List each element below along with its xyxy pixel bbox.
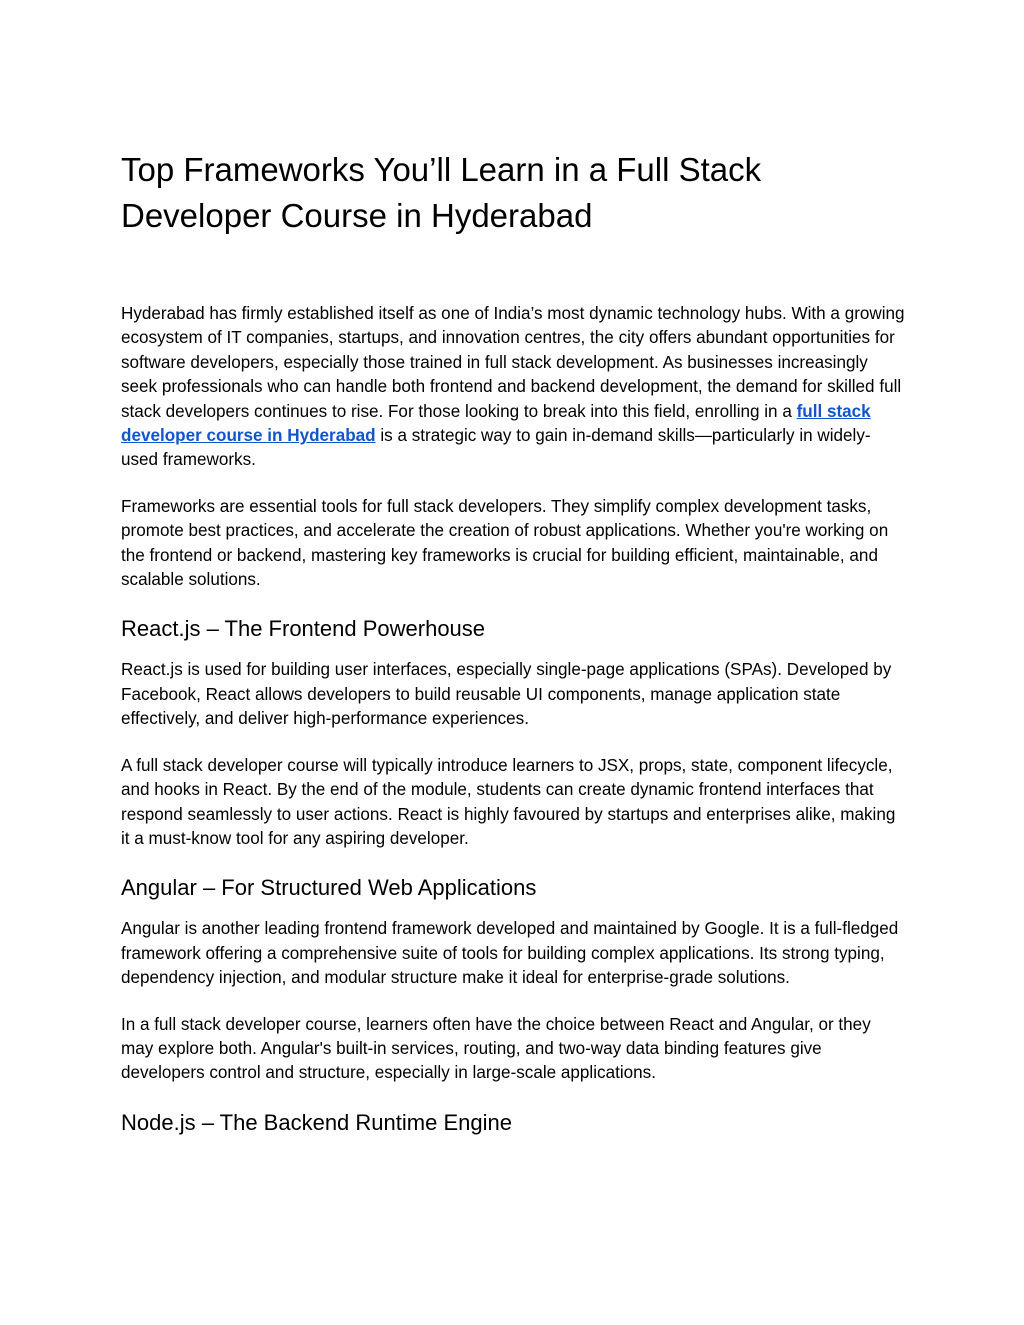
section-heading-react: React.js – The Frontend Powerhouse: [121, 616, 486, 642]
document-page: [121, 147, 905, 1152]
frameworks-paragraph: Frameworks are essential tools for full stack developers. They simplify complex development tasks, promote best practices, and accelerate the creation of robust applications. Whether you're working on the frontend or backend, mastering key frameworks is crucial for building efficient, maintainable, and scalable solutions.: [121, 496, 889, 590]
course-link[interactable]: full stack developer course in Hyderabad: [121, 401, 871, 446]
react-paragraph-2: A full stack developer course will typically introduce learners to JSX, props, state, component lifecycle, and hooks in React. By the end of the module, students can create dynamic frontend interfaces that respond seamlessly to user actions. React is highly favoured by startups and enterprises alike, making it a must-know tool for any aspiring developer.: [121, 755, 896, 848]
intro-text-after-link: is a strategic way to gain in-demand skills—particularly in widely-used frameworks.: [121, 426, 871, 470]
react-paragraph-1: React.js is used for building user interfaces, especially single-page applications (SPAs). Developed by Facebook, React allows developers to build reusable UI components, manage application state effectively, and deliver high-performance experiences.: [121, 660, 892, 729]
section-heading-angular: Angular – For Structured Web Applications: [121, 875, 537, 901]
angular-paragraph-1: Angular is another leading frontend framework developed and maintained by Google. It is a full-fledged framework offering a comprehensive suite of tools for building complex applications. Its strong typing, dependency injection, and modular structure make it ideal for enterprise-grade solutions.: [121, 919, 899, 988]
intro-text-before-link: Hyderabad has firmly established itself as one of India’s most dynamic technology hubs. With a growing ecosystem of IT companies, startups, and innovation centres, the city offers abundant opportunities for software developers, especially those trained in full stack development. As businesses increasingly seek professionals who can handle both frontend and backend development, the demand for skilled full stack developers continues to rise. For those looking to break into this field, enrolling in a: [121, 304, 905, 421]
intro-paragraph: [121, 302, 905, 473]
angular-paragraph-2: In a full stack developer course, learners often have the choice between React and Angular, or they may explore both. Angular's built-in services, routing, and two-way data binding features give developers control and structure, especially in large-scale applications.: [121, 1014, 871, 1083]
page-title: Top Frameworks You’ll Learn in a Full Stack Developer Course in Hyderabad: [121, 151, 762, 234]
section-heading-node: Node.js – The Backend Runtime Engine: [121, 1109, 512, 1135]
